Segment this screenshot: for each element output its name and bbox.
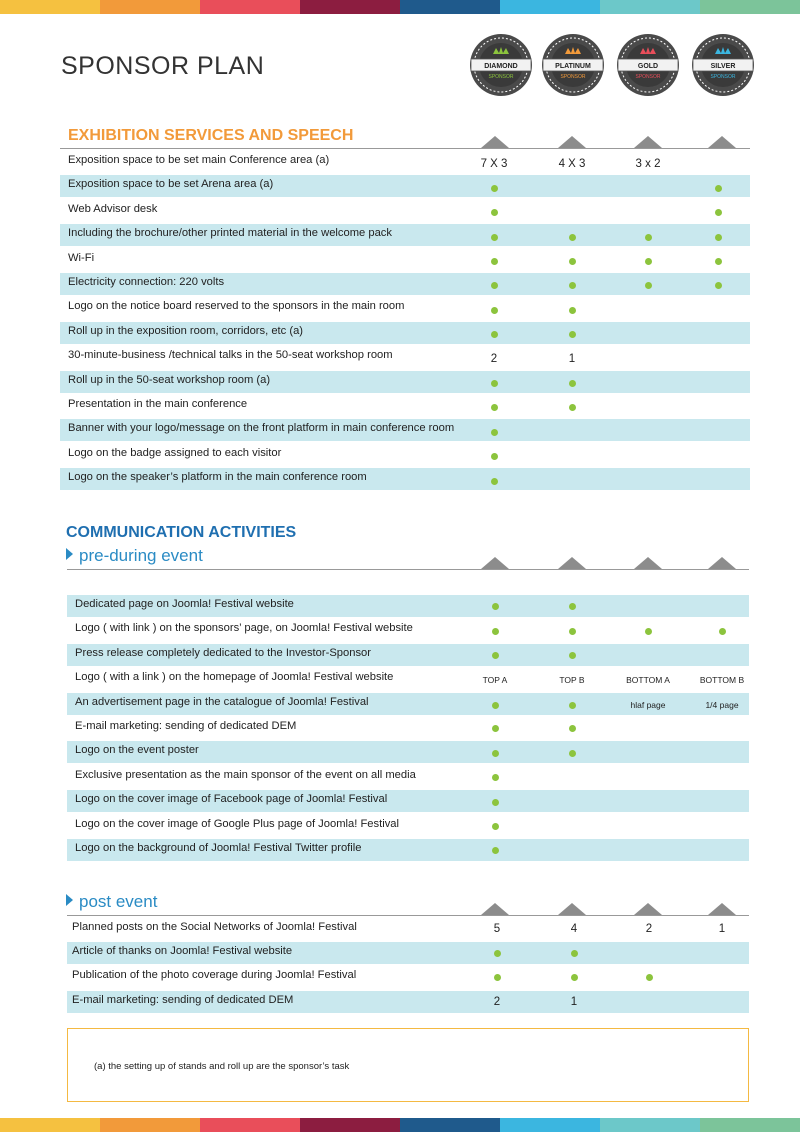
row-label: An advertisement page in the catalogue of Joomla! Festival [75,695,369,708]
badge-name: GOLD [637,63,659,70]
included-dot-icon [618,226,678,248]
dot-icon [492,652,499,659]
badge-sub: SPONSOR [488,74,514,80]
included-dot-icon [618,251,678,273]
empty-cell [542,177,602,199]
empty-cell [618,470,678,492]
included-dot-icon [542,373,602,395]
row-label: Publication of the photo coverage during Joomla! Festival [72,969,357,982]
dot-icon [645,258,652,265]
dot-icon [492,628,499,635]
bottom-color-stripe [0,1118,800,1132]
table-row [60,273,750,295]
cell-value: 5 [493,923,501,935]
badge-diamond [468,32,534,98]
dot-icon [645,282,652,289]
empty-cell [692,966,752,988]
subsection-post-event-title: post event [66,892,157,912]
empty-cell [618,816,678,838]
cell-value: 1 [718,923,726,935]
footnote-text: (a) the setting up of stands and roll up are the sponsor’s task [94,1061,350,1072]
row-label: Exposition space to be set main Conference area (a) [68,154,330,166]
dot-icon [645,628,652,635]
empty-cell [618,645,678,667]
stripe-segment [400,0,500,14]
empty-cell [692,816,752,838]
cell-value: BOTTOM A [626,675,670,686]
table-row [60,371,750,393]
dot-icon [569,725,576,732]
included-dot-icon [464,446,524,468]
table-row [60,224,750,246]
dot-icon [715,282,722,289]
empty-cell [688,324,748,346]
table-row [60,322,750,344]
row-label: Dedicated page on Joomla! Festival website [75,598,294,610]
stripe-segment [600,0,700,14]
dot-icon [569,331,576,338]
empty-cell [542,421,602,443]
dot-icon [491,282,498,289]
section-divider [67,569,749,570]
empty-cell [618,791,678,813]
stripe-segment [0,0,100,14]
empty-cell [542,840,602,862]
cell-value: 2 [493,995,501,1008]
row-label: Roll up in the 50-seat workshop room (a) [68,373,271,386]
table-row [67,766,749,788]
level-marker-icon [481,557,509,569]
dot-icon [491,380,498,387]
cell-value: hlaf page [630,699,666,710]
included-dot-icon [464,226,524,248]
dot-icon [569,404,576,411]
included-dot-icon [618,275,678,297]
cell-value: 7 X 3 [480,158,508,170]
table-row [67,991,749,1013]
cell-value: 1/4 page [705,699,739,710]
dot-icon [491,331,498,338]
top-color-stripe [0,0,800,14]
included-dot-icon [464,397,524,419]
table-row [60,468,750,490]
empty-cell [688,470,748,492]
badge-seal-icon [468,32,534,98]
stripe-segment [700,0,800,14]
row-label: E-mail marketing: sending of dedicated DEM [75,720,297,732]
badge-seal-icon [690,32,756,98]
stripe-segment [600,1118,700,1132]
empty-cell [688,397,748,419]
empty-cell [619,942,679,964]
dot-icon [491,478,498,485]
included-dot-icon [465,816,525,838]
table-row [67,595,749,617]
dot-icon [719,628,726,635]
dot-icon [569,234,576,241]
included-dot-icon [688,275,748,297]
empty-cell [688,153,748,175]
cell-value: 1 [568,353,576,366]
included-dot-icon [542,742,602,764]
empty-cell [688,348,748,370]
dot-icon [646,974,653,981]
stripe-segment [100,0,200,14]
row-label: Electricity connection: 220 volts [68,276,225,288]
level-marker-icon [634,136,662,148]
table-row [67,668,749,690]
row-label: E-mail marketing: sending of dedicated DEM [72,993,294,1006]
row-label: Logo on the cover image of Google Plus page of Joomla! Festival [75,817,400,830]
included-dot-icon [465,694,525,716]
empty-cell [692,645,752,667]
level-marker-icon [481,136,509,148]
included-dot-icon [465,742,525,764]
dot-icon [492,847,499,854]
dot-icon [491,258,498,265]
table-row [60,444,750,466]
dot-icon [569,307,576,314]
row-label: Roll up in the exposition room, corridors, etc (a) [68,324,304,337]
empty-cell [618,596,678,618]
table-row [60,346,750,368]
included-dot-icon [542,226,602,248]
empty-cell [618,177,678,199]
badge-gold [615,32,681,98]
empty-cell [618,397,678,419]
table-row [67,942,749,964]
row-label: Exclusive presentation as the main sponsor of the event on all media [75,768,416,781]
empty-cell [618,840,678,862]
row-label: Logo on the event poster [75,744,199,757]
empty-cell [692,840,752,862]
included-dot-icon [465,718,525,740]
level-marker-icon [558,136,586,148]
included-dot-icon [467,966,527,988]
section-exhibition-title: EXHIBITION SERVICES AND SPEECH [68,127,354,144]
included-dot-icon [464,421,524,443]
empty-cell [688,446,748,468]
table-row [67,790,749,812]
row-label: Logo on the cover image of Facebook page of Joomla! Festival [75,793,388,806]
dot-icon [569,603,576,610]
empty-cell [692,791,752,813]
included-dot-icon [464,177,524,199]
cell-value: BOTTOM B [699,675,745,686]
dot-icon [569,258,576,265]
included-dot-icon [542,645,602,667]
empty-cell [618,421,678,443]
included-dot-icon [542,299,602,321]
dot-icon [492,750,499,757]
empty-cell [542,202,602,224]
included-dot-icon [544,942,604,964]
section-divider [67,915,749,916]
included-dot-icon [542,275,602,297]
empty-cell [542,791,602,813]
included-dot-icon [618,620,678,642]
included-dot-icon [542,620,602,642]
included-dot-icon [544,966,604,988]
included-dot-icon [464,251,524,273]
empty-cell [542,816,602,838]
table-row [67,839,749,861]
badge-name: SILVER [710,63,736,70]
dot-icon [492,702,499,709]
row-label: Presentation in the main conference [68,398,248,410]
included-dot-icon [542,324,602,346]
dot-icon [715,258,722,265]
empty-cell [542,767,602,789]
included-dot-icon [465,620,525,642]
included-dot-icon [464,470,524,492]
table-row [67,619,749,641]
badge-platinum [540,32,606,98]
dot-icon [491,453,498,460]
row-label: Wi-Fi [68,251,95,264]
empty-cell [692,742,752,764]
level-marker-icon [708,557,736,569]
dot-icon [491,209,498,216]
included-dot-icon [464,373,524,395]
row-label: Article of thanks on Joomla! Festival website [72,945,293,958]
badge-sub: SPONSOR [635,74,661,80]
stripe-segment [700,1118,800,1132]
included-dot-icon [465,791,525,813]
dot-icon [494,950,501,957]
dot-icon [715,234,722,241]
dot-icon [492,823,499,830]
stripe-segment [300,0,400,14]
stripe-segment [500,1118,600,1132]
stripe-segment [400,1118,500,1132]
cell-value: 4 [570,923,578,935]
dot-icon [492,774,499,781]
empty-cell [618,718,678,740]
stripe-segment [200,1118,300,1132]
section-divider [60,148,750,149]
row-label: Logo on the background of Joomla! Festival Twitter profile [75,842,362,854]
level-marker-icon [708,903,736,915]
row-label: Press release completely dedicated to the Investor-Sponsor [75,646,372,659]
dot-icon [491,234,498,241]
empty-cell [618,767,678,789]
included-dot-icon [688,251,748,273]
empty-cell [618,299,678,321]
included-dot-icon [467,942,527,964]
table-row [60,200,750,222]
dot-icon [569,282,576,289]
section-communication-title: COMMUNICATION ACTIVITIES [66,524,297,541]
badge-sub: SPONSOR [710,74,736,80]
empty-cell [618,373,678,395]
dot-icon [569,652,576,659]
included-dot-icon [464,275,524,297]
arrow-right-icon [66,548,73,560]
empty-cell [692,596,752,618]
level-marker-icon [558,557,586,569]
dot-icon [494,974,501,981]
row-label: Logo ( with link ) on the sponsors’ page, on Joomla! Festival website [75,622,413,635]
empty-cell [618,202,678,224]
included-dot-icon [542,251,602,273]
dot-icon [569,380,576,387]
cell-value: 1 [570,995,578,1008]
included-dot-icon [465,596,525,618]
dot-icon [492,725,499,732]
dot-icon [491,307,498,314]
table-row [60,297,750,319]
empty-cell [688,421,748,443]
dot-icon [569,628,576,635]
included-dot-icon [464,202,524,224]
included-dot-icon [688,177,748,199]
cell-value: 3 x 2 [635,158,661,170]
table-row [67,741,749,763]
table-row [67,693,749,715]
cell-value: TOP B [559,675,585,686]
included-dot-icon [465,840,525,862]
table-row [60,151,750,173]
empty-cell [688,299,748,321]
empty-cell [542,470,602,492]
dot-icon [492,603,499,610]
empty-cell [618,742,678,764]
included-dot-icon [464,299,524,321]
table-row [67,918,749,940]
page-title: SPONSOR PLAN [61,52,265,80]
row-label: Including the brochure/other printed material in the welcome pack [68,227,392,240]
empty-cell [692,942,752,964]
included-dot-icon [688,226,748,248]
table-row [67,644,749,666]
included-dot-icon [688,202,748,224]
cell-value: 2 [645,923,653,935]
badge-sub: SPONSOR [560,74,586,80]
empty-cell [692,991,752,1013]
included-dot-icon [692,620,752,642]
badge-seal-icon [615,32,681,98]
included-dot-icon [542,397,602,419]
included-dot-icon [464,324,524,346]
table-row [67,717,749,739]
stripe-segment [0,1118,100,1132]
included-dot-icon [619,966,679,988]
dot-icon [569,702,576,709]
subsection-pre-during-title: pre-during event [66,546,203,566]
empty-cell [618,446,678,468]
level-marker-icon [708,136,736,148]
dot-icon [491,429,498,436]
row-label: Logo on the badge assigned to each visitor [68,446,282,459]
stripe-segment [100,1118,200,1132]
row-label: Web Advisor desk [68,202,158,215]
badge-name: DIAMOND [484,63,518,70]
empty-cell [618,324,678,346]
empty-cell [619,991,679,1013]
dot-icon [645,234,652,241]
row-label: Logo ( with a link ) on the homepage of Joomla! Festival website [75,671,394,684]
footnote-box [67,1028,749,1102]
row-label: Logo on the notice board reserved to the sponsors in the main room [68,300,405,313]
arrow-right-icon [66,894,73,906]
included-dot-icon [542,596,602,618]
table-row [60,395,750,417]
dot-icon [491,404,498,411]
table-row [67,966,749,988]
empty-cell [692,718,752,740]
empty-cell [618,348,678,370]
stripe-segment [500,0,600,14]
row-label: Planned posts on the Social Networks of Joomla! Festival [72,921,357,933]
empty-cell [692,767,752,789]
row-label: Banner with your logo/message on the front platform in main conference room [68,422,455,435]
table-row [60,249,750,271]
row-label: Logo on the speaker’s platform in the main conference room [68,471,367,484]
dot-icon [715,185,722,192]
dot-icon [491,185,498,192]
included-dot-icon [542,694,602,716]
dot-icon [492,799,499,806]
dot-icon [571,974,578,981]
cell-value: 4 X 3 [558,158,586,170]
dot-icon [715,209,722,216]
row-label: 30-minute-business /technical talks in the 50-seat workshop room [68,349,393,362]
badge-silver [690,32,756,98]
badge-seal-icon [540,32,606,98]
stripe-segment [200,0,300,14]
cell-value: TOP A [482,675,508,686]
dot-icon [569,750,576,757]
level-marker-icon [558,903,586,915]
row-label: Exposition space to be set Arena area (a) [68,178,274,191]
cell-value: 2 [490,353,498,366]
included-dot-icon [465,767,525,789]
included-dot-icon [542,718,602,740]
level-marker-icon [481,903,509,915]
empty-cell [688,373,748,395]
level-marker-icon [634,903,662,915]
level-marker-icon [634,557,662,569]
badge-name: PLATINUM [555,63,591,70]
included-dot-icon [465,645,525,667]
table-row [67,815,749,837]
dot-icon [571,950,578,957]
empty-cell [542,446,602,468]
stripe-segment [300,1118,400,1132]
table-row [60,419,750,441]
table-row [60,175,750,197]
